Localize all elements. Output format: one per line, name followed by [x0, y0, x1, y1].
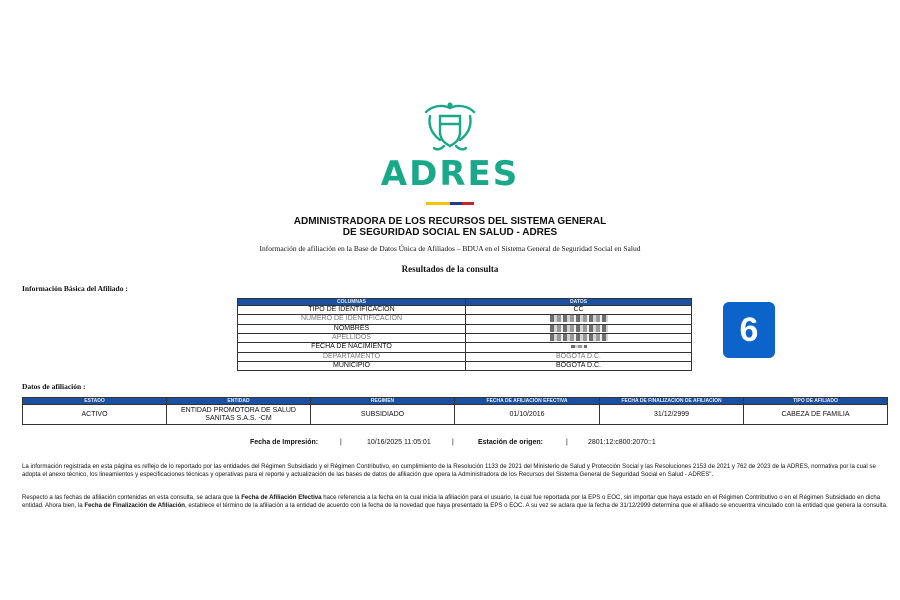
flag-red: [462, 202, 474, 205]
field-value: BOGOTA D.C.: [466, 361, 692, 370]
pixelated-redaction: [550, 315, 608, 322]
table-row: [238, 333, 692, 342]
field-value: BOGOTA D.C.: [466, 352, 692, 361]
text-part: , establece el término de la afiliación a la entidad de acuerdo con la fecha de la novedad que haya presentado la EPS o EOC. A su vez se aclara que la fecha de 31/12/2999 determina que el afiliado se encuentra vinculado con la entidad que genera la consulta.: [185, 502, 888, 509]
estado-cell: ACTIVO: [23, 405, 167, 425]
table-header-row: [23, 398, 888, 405]
column-header: TIPO DE AFILIADO: [744, 398, 888, 405]
column-header: ESTADO: [23, 398, 167, 405]
org-line2: DE SEGURIDAD SOCIAL EN SALUD - ADRES: [342, 227, 558, 238]
colombia-coat-of-arms-icon: [420, 100, 480, 154]
bdua-info-line: Información de afiliación en la Base de Datos Única de Afiliados – BDUA en el Sistema General de Seguridad Social en Salud: [259, 244, 641, 253]
table-row: [238, 306, 692, 315]
results-title: Resultados de la consulta: [401, 264, 499, 274]
text-bold: Fecha de Finalización de Afiliación: [84, 502, 186, 509]
column-header: COLUMNAS: [238, 299, 466, 306]
redacted-value: [466, 324, 692, 333]
table-row: [238, 343, 692, 352]
print-date-value: 10/16/2025 11:05:01: [367, 439, 431, 446]
table-row: [238, 315, 692, 324]
table-row: [238, 324, 692, 333]
column-header: FECHA DE FINALIZACIÓN DE AFILIACIÓN: [600, 398, 744, 405]
field-label: FECHA DE NACIMIENTO: [238, 343, 466, 352]
number-badge: 6: [723, 302, 775, 358]
separator: |: [340, 439, 342, 446]
separator: |: [566, 439, 568, 446]
basic-info-table: [237, 298, 692, 371]
redacted-value: [466, 343, 692, 352]
text-bold: Fecha de Afiliación Efectiva: [241, 494, 322, 501]
basic-info-label: Información Básica del Afiliado :: [22, 284, 128, 293]
pixelated-redaction: [550, 325, 608, 332]
field-label: NOMBRES: [238, 324, 466, 333]
text-part: hace referencia a la fecha en la cual inicia la afiliación para el usuario, la cual fue reportada por la EPS o EOC, sin importar que haya estado en el Régimen Contributivo o en el Régimen Subsidiado en dicha entidad. Ahora bien, la: [22, 494, 881, 509]
field-label: MUNICIPIO: [238, 361, 466, 370]
dates-clarification-paragraph: [22, 494, 888, 510]
field-value: CC: [466, 306, 692, 315]
table-row: [238, 361, 692, 370]
colombia-flag-stripe: [426, 202, 474, 205]
fecha-finalizacion-cell: 31/12/2999: [600, 405, 744, 425]
org-line1: ADMINISTRADORA DE LOS RECURSOS DEL SISTEMA GENERAL: [293, 216, 607, 227]
redacted-value: [466, 315, 692, 324]
flag-blue: [450, 202, 462, 205]
legal-notice-paragraph: La información registrada en esta página es reflejo de lo reportado por las entidades del Régimen Subsidiado y el Régimen Contributivo, en cumplimiento de la Resolución 1133 de 2021 del Ministerio de Salud y Protección Social y las Resoluciones 2153 de 2021 y 762 de 2023 de la ADRES, normativa por la cual se adopta el anexo técnico, los lineamientos y especificaciones técnicas y operativas para el reporte y actualización de las bases de datos de afiliación que opera la Administradora de los Recursos del Sistema General de Seguridad Social en Salud - ADRES".: [22, 463, 876, 478]
flag-yellow: [426, 202, 450, 205]
affiliation-table: [22, 397, 888, 425]
affiliation-label: Datos de afiliación :: [22, 382, 86, 391]
origin-station-label: Estación de origen:: [478, 439, 543, 446]
field-label: TIPO DE IDENTIFICACIÓN: [238, 306, 466, 315]
print-date-label: Fecha de Impresión:: [250, 439, 319, 446]
entidad-cell: ENTIDAD PROMOTORA DE SALUD SANITAS S.A.S. -CM: [167, 405, 311, 425]
column-header: DATOS: [466, 299, 692, 306]
field-label: NÚMERO DE IDENTIFICACIÓN: [238, 315, 466, 324]
organization-title: [0, 216, 900, 238]
text-part: Respecto a las fechas de afiliación contenidas en esta consulta, se aclara que la: [22, 494, 242, 501]
column-header: FECHA DE AFILIACIÓN EFECTIVA: [455, 398, 600, 405]
pixelated-redaction: [550, 334, 608, 341]
separator: |: [452, 439, 454, 446]
table-row: [23, 405, 888, 425]
column-header: RÉGIMEN: [311, 398, 455, 405]
origin-station-value: 2801:12:c800:2070::1: [588, 439, 656, 446]
table-row: [238, 352, 692, 361]
field-label: APELLIDOS: [238, 333, 466, 342]
tipo-afiliado-cell: CABEZA DE FAMILIA: [744, 405, 888, 425]
pixelated-redaction: [571, 345, 587, 348]
field-label: DEPARTAMENTO: [238, 352, 466, 361]
table-header-row: [238, 299, 692, 306]
column-header: ENTIDAD: [167, 398, 311, 405]
fecha-efectiva-cell: 01/10/2016: [455, 405, 600, 425]
redacted-value: [466, 333, 692, 342]
regimen-cell: SUBSIDIADO: [311, 405, 455, 425]
brand-name: ADRES: [380, 154, 520, 194]
adres-logo: [0, 100, 900, 205]
